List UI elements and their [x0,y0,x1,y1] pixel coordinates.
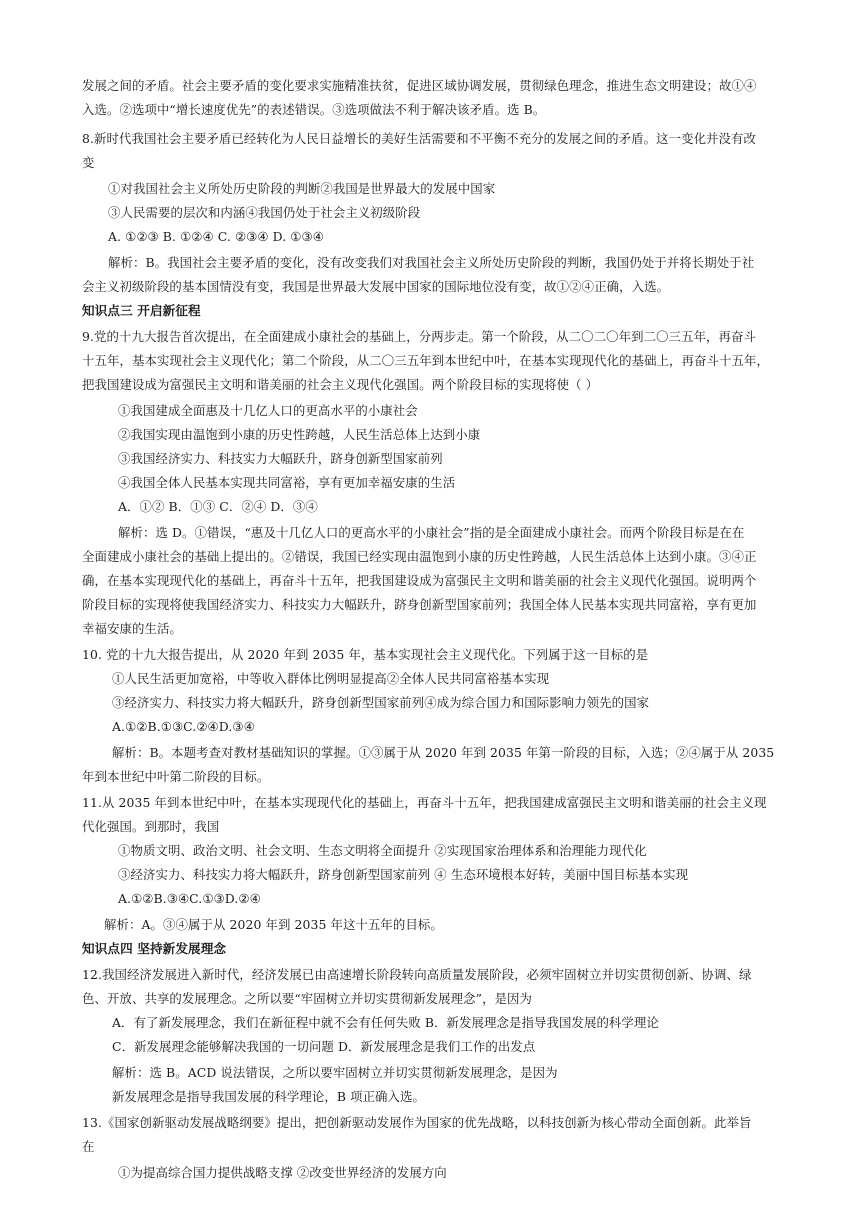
analysis-text: 阶段目标的实现将使我国经济实力、科技实力大幅跃升，跻身创新型国家前列；我国全体人民基本实现共同富裕，享有更加 [82,597,757,612]
option-line: ①为提高综合国力提供战略支撑 ②改变世界经济的发展方向 [118,1165,447,1180]
question-11: 11.从 2035 年到本世纪中叶，在基本实现现代化的基础上，再奋斗十五年，把我国建成富强民主文明和谐美丽的社会主义现 [82,795,767,810]
option-line: A．有了新发展理念，我们在新征程中就不会有任何失败 B．新发展理念是指导我国发展的科学理论 [112,1015,659,1030]
text-line: 发展之间的矛盾。社会主要矛盾的变化要求实施精准扶贫，促进区域协调发展，贯彻绿色理念，推进生态文明建设；故①④ [82,78,757,93]
option-line: ③经济实力、科技实力将大幅跃升，跻身创新型国家前列 ④ 生态环境根本好转，美丽中国目标基本实现 [118,867,689,882]
option-line: ①对我国社会主义所处历史阶段的判断②我国是世界最大的发展中国家 [108,181,496,196]
section-heading: 知识点三 开启新征程 [82,303,201,318]
text-line: 入选。②选项中“增长速度优先”的表述错误。③选项做法不利于解决该矛盾。选 B。 [82,102,546,117]
question-9: 9.党的十九大报告首次提出，在全面建成小康社会的基础上，分两步走。第一个阶段，从二〇二〇年到二〇三五年，再奋斗 [82,329,757,344]
question-8: 8.新时代我国社会主要矛盾已经转化为人民日益增长的美好生活需要和不平衡不充分的发展之间的矛盾。这一变化并没有改 [82,131,757,146]
analysis-text: 新发展理念是指导我国发展的科学理论，B 项正确入选。 [112,1089,426,1104]
analysis-text: 解析：B。我国社会主要矛盾的变化，没有改变我们对我国社会主义所处历史阶段的判断，我国仍处于并将长期处于社 [108,255,755,270]
analysis-text: 解析：A。③④属于从 2020 年到 2035 年这十五年的目标。 [104,917,443,932]
analysis-text: 解析：选 D。①错误，“惠及十几亿人口的更高水平的小康社会”指的是全面建成小康社会。而两个阶段目标是在在 [118,525,745,540]
analysis-text: 年到本世纪中叶第二阶段的目标。 [82,769,270,784]
option-line: ①人民生活更加宽裕，中等收入群体比例明显提高②全体人民共同富裕基本实现 [112,671,550,686]
answer-choices: A.①②B.③④C.①③D.②④ [118,891,261,906]
analysis-text: 全面建成小康社会的基础上提出的。②错误，我国已经实现由温饱到小康的历史性跨越，人民生活总体上达到小康。③④正 [82,549,757,564]
question-10: 10. 党的十九大报告提出，从 2020 年到 2035 年，基本实现社会主义现代化。下列属于这一目标的是 [82,647,649,662]
analysis-text: 幸福安康的生活。 [82,621,182,636]
option-line: ③经济实力、科技实力将大幅跃升，跻身创新型国家前列④成为综合国力和国际影响力领先的国家 [112,695,650,710]
option-line: ④我国全体人民基本实现共同富裕，享有更加幸福安康的生活 [118,475,456,490]
question-13: 13.《国家创新驱动发展战略纲要》提出，把创新驱动发展作为国家的优先战略，以科技创新为核心带动全面创新。此举旨 [82,1115,752,1130]
answer-choices: A.①②B.①③C.②④D.③④ [112,719,255,734]
option-line: ①我国建成全面惠及十几亿人口的更高水平的小康社会 [118,403,418,418]
text-line: 色、开放、共享的发展理念。之所以要“牢固树立并切实贯彻新发展理念”，是因为 [82,991,533,1006]
option-line: ①物质文明、政治文明、社会文明、生态文明将全面提升 ②实现国家治理体系和治理能力现代化 [118,843,647,858]
text-line: 变 [82,155,95,170]
option-line: ③人民需要的层次和内涵④我国仍处于社会主义初级阶段 [108,205,421,220]
analysis-text: 确，在基本实现现代化的基础上，再奋斗十五年，把我国建设成为富强民主文明和谐美丽的社会主义现代化强国。说明两个 [82,573,757,588]
analysis-text: 解析：选 B。ACD 说法错误，之所以要牢固树立并切实贯彻新发展理念，是因为 [112,1065,558,1080]
analysis-text: 会主义初级阶段的基本国情没有变，我国是世界最大发展中国家的国际地位没有变，故①②④正确，入选。 [82,279,670,294]
answer-choices: A. ①②③ B. ①②④ C. ②③④ D. ①③④ [108,229,324,244]
analysis-text: 解析：B。本题考查对教材基础知识的掌握。①③属于从 2020 年到 2035 年第一阶段的目标，入选；②④属于从 2035 [112,745,775,760]
option-line: ③我国经济实力、科技实力大幅跃升，跻身创新型国家前列 [118,451,443,466]
option-line: ②我国实现由温饱到小康的历史性跨越，人民生活总体上达到小康 [118,427,481,442]
section-heading: 知识点四 坚持新发展理念 [82,941,227,956]
text-line: 十五年，基本实现社会主义现代化；第二个阶段，从二〇三五年到本世纪中叶，在基本实现现代化的基础上，再奋斗十五年， [82,353,769,368]
option-line: C．新发展理念能够解决我国的一切问题 D．新发展理念是我们工作的出发点 [112,1039,536,1054]
answer-choices: A．①② B．①③ C．②④ D．③④ [118,499,318,514]
text-line: 把我国建设成为富强民主文明和谐美丽的社会主义现代化强国。两个阶段目标的实现将使（ ） [82,377,599,392]
text-line: 代化强国。到那时，我国 [82,819,220,834]
text-line: 在 [82,1139,95,1154]
question-12: 12.我国经济发展进入新时代，经济发展已由高速增长阶段转向高质量发展阶段，必须牢固树立并切实贯彻创新、协调、绿 [82,967,752,982]
